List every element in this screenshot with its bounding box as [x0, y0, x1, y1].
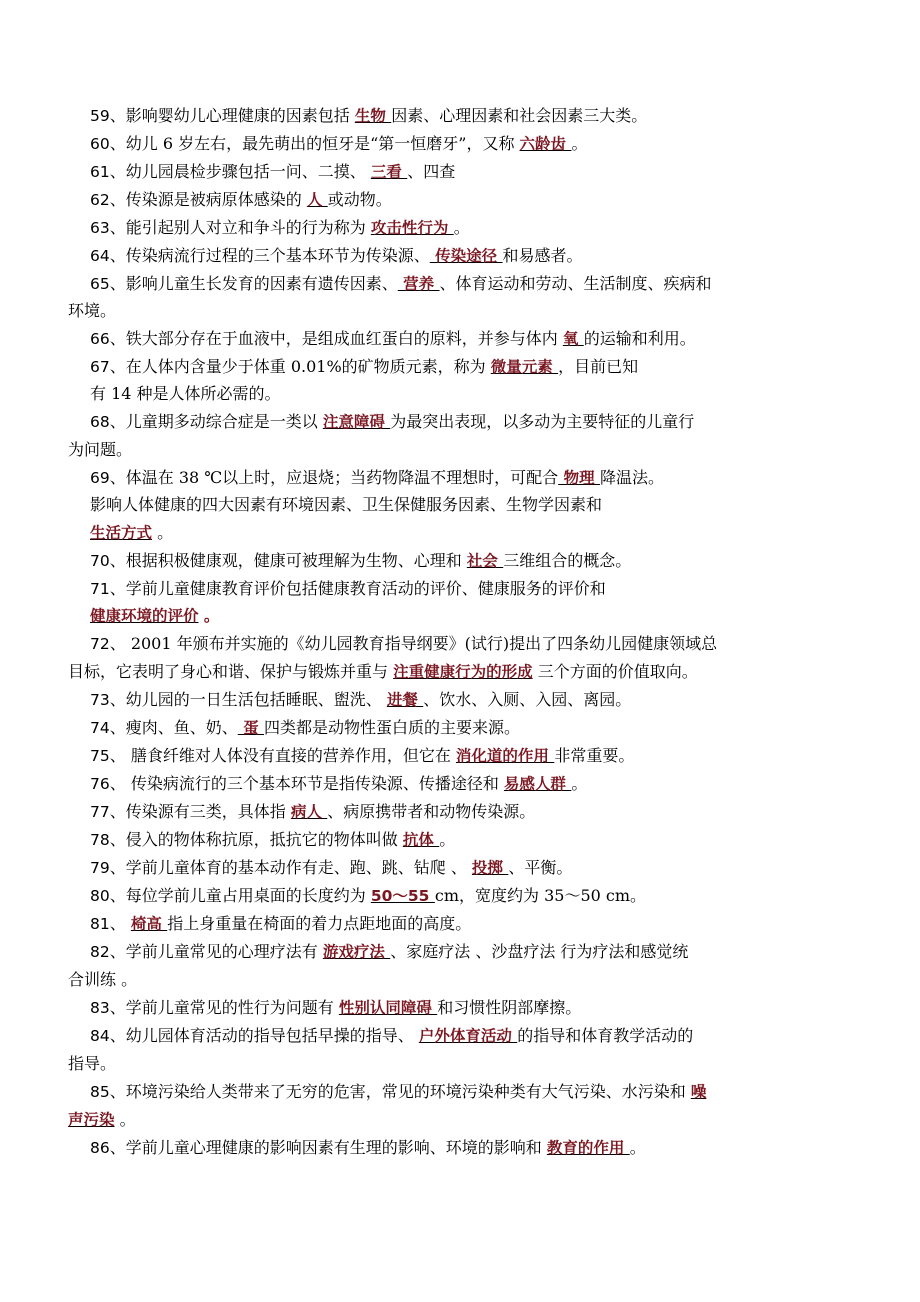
line-text: 。: [152, 523, 174, 542]
text-line: [68, 1110, 830, 1130]
line-text: 和习惯性阴部摩擦。: [437, 998, 582, 1017]
text-line: [90, 886, 830, 906]
answer-fill: 噪: [690, 1083, 707, 1101]
text-line: [90, 218, 830, 238]
question-number: 62: [90, 191, 110, 209]
line-text: 、学前儿童健康教育评价包括健康教育活动的评价、健康服务的评价和: [109, 579, 606, 598]
line-text: 、学前儿童常见的心理疗法有: [109, 942, 323, 961]
line-text: 、幼儿 6 岁左右，最先萌出的恒牙是“第一恒磨牙”，又称: [109, 134, 520, 153]
answer-fill: 六龄齿: [519, 135, 572, 153]
question-number: 78: [90, 831, 110, 849]
question-number: 76: [90, 775, 110, 793]
line-text: 、影响婴幼儿心理健康的因素包括: [109, 106, 355, 125]
text-line: [90, 606, 830, 626]
line-text: 、在人体内含量少于体重 0.01%的矿物质元素，称为: [109, 357, 491, 376]
text-line: [90, 523, 830, 543]
text-line: [68, 1054, 830, 1074]
line-text: 、影响儿童生长发育的因素有遗传因素、: [109, 274, 398, 293]
text-line: [90, 746, 830, 766]
text-line: [90, 774, 830, 794]
text-line: [90, 830, 830, 850]
text-line: [90, 579, 830, 599]
text-line: [90, 802, 830, 822]
line-text: 、四查: [407, 162, 456, 181]
answer-fill: 抗体: [402, 831, 440, 849]
text-line: [90, 942, 830, 962]
answer-fill: 游戏疗法: [322, 943, 391, 961]
question-number: 68: [90, 413, 110, 431]
line-text: 目标，它表明了身心和谐、保护与锻炼并重与: [68, 662, 394, 681]
line-text: 、学前儿童常见的性行为问题有: [109, 998, 339, 1017]
line-text: 。: [114, 1110, 136, 1129]
answer-fill: 生物: [354, 107, 392, 125]
question-number: 67: [90, 358, 110, 376]
line-text: 为问题。: [68, 440, 133, 459]
line-text: 、体育运动和劳动、生活制度、疾病和: [439, 274, 712, 293]
line-text: 。: [571, 774, 588, 793]
line-text: 。: [629, 1138, 646, 1157]
answer-fill: 声污染: [68, 1111, 115, 1129]
question-number: 83: [90, 999, 110, 1017]
text-line: [90, 274, 830, 294]
line-text: 、侵入的物体称抗原，抵抗它的物体叫做: [109, 830, 403, 849]
question-number: 66: [90, 330, 110, 348]
answer-fill: 健康环境的评价: [90, 607, 199, 625]
text-line: [90, 329, 830, 349]
question-number: 74: [90, 719, 110, 737]
question-number: 82: [90, 943, 110, 961]
text-line: [90, 1082, 830, 1102]
question-number: 73: [90, 691, 110, 709]
question-number: 64: [90, 247, 110, 265]
line-text: 、学前儿童体育的基本动作有走、跑、跳、钻爬 、: [109, 858, 472, 877]
question-number: 80: [90, 887, 110, 905]
line-text: 为最突出表现，以多动为主要特征的儿童行: [390, 412, 695, 431]
answer-fill: 病人: [290, 803, 328, 821]
line-text: 、 传染病流行的三个基本环节是指传染源、传播途径和: [109, 774, 504, 793]
answer-fill: 生活方式: [90, 524, 153, 542]
answer-fill: 氧: [562, 330, 584, 348]
answer-fill: 物理: [558, 469, 600, 487]
text-line: [68, 970, 830, 990]
answer-fill: 社会: [466, 552, 504, 570]
answer-fill: 蛋: [237, 719, 265, 737]
line-text: 、环境污染给人类带来了无穷的危害，常见的环境污染种类有大气污染、水污染和: [109, 1082, 691, 1101]
line-text: 四类都是动物性蛋白质的主要来源。: [264, 718, 521, 737]
question-number: 59: [90, 107, 110, 125]
answer-fill: 椅高: [130, 915, 168, 933]
answer-punct: 。: [198, 607, 220, 625]
line-text: 、幼儿园体育活动的指导包括早操的指导、: [109, 1026, 419, 1045]
line-text: 、家庭疗法 、沙盘疗法 行为疗法和感觉统: [390, 942, 689, 961]
line-text: 。: [571, 134, 588, 153]
text-line: [90, 1026, 830, 1046]
answer-fill: 三看: [370, 163, 408, 181]
line-text: ，目前已知: [558, 357, 639, 376]
question-number: 72: [90, 635, 110, 653]
question-number: 61: [90, 163, 110, 181]
answer-fill: 性别认同障碍: [338, 999, 438, 1017]
text-line: [90, 468, 830, 488]
line-text: 非常重要。: [554, 746, 635, 765]
text-line: [90, 551, 830, 571]
line-text: 指上身重量在椅面的着力点距地面的高度。: [167, 914, 472, 933]
line-text: 、传染源是被病原体感染的: [109, 190, 307, 209]
line-text: 、病原携带者和动物传染源。: [327, 802, 536, 821]
answer-fill: 投掷: [471, 859, 509, 877]
answer-fill: 微量元素: [490, 358, 559, 376]
answer-fill: 50～55: [370, 887, 435, 905]
line-text: 影响人体健康的四大因素有环境因素、卫生保健服务因素、生物学因素和: [90, 495, 603, 514]
answer-fill: 进餐: [386, 691, 424, 709]
line-text: 因素、心理因素和社会因素三大类。: [391, 106, 648, 125]
question-number: 70: [90, 552, 110, 570]
question-number: 63: [90, 219, 110, 237]
answer-fill: 营养: [397, 275, 440, 293]
text-line: [90, 914, 830, 934]
line-text: 的运输和利用。: [583, 329, 696, 348]
text-line: [68, 301, 830, 321]
line-text: 、饮水、入厕、入园、离园。: [423, 690, 632, 709]
line-text: 和易感者。: [502, 246, 583, 265]
answer-fill: 教育的作用: [546, 1139, 630, 1157]
line-text: 、传染病流行过程的三个基本环节为传染源、: [109, 246, 430, 265]
text-line: [90, 246, 830, 266]
answer-fill: 易感人群: [503, 775, 572, 793]
question-number: 69: [90, 469, 110, 487]
answer-fill: 注意障碍: [322, 413, 391, 431]
line-text: 三维组合的概念。: [503, 551, 632, 570]
text-line: [90, 134, 830, 154]
question-number: 71: [90, 580, 110, 598]
answer-fill: 消化道的作用: [455, 747, 555, 765]
line-text: 、儿童期多动综合症是一类以: [109, 412, 323, 431]
text-line: [90, 998, 830, 1018]
question-number: 65: [90, 275, 110, 293]
answer-fill: 注重健康行为的形成: [393, 663, 533, 681]
line-text: 、: [109, 914, 131, 933]
question-number: 85: [90, 1083, 110, 1101]
line-text: 、传染源有三类，具体指: [109, 802, 291, 821]
text-line: [68, 440, 830, 460]
line-text: 、 2001 年颁布并实施的《幼儿园教育指导纲要》(试行)提出了四条幼儿园健康领域总: [109, 634, 718, 653]
line-text: 、 膳食纤维对人体没有直接的营养作用，但它在: [109, 746, 456, 765]
line-text: 有 14 种是人体所必需的。: [90, 384, 281, 403]
question-number: 77: [90, 803, 110, 821]
answer-fill: 户外体育活动: [418, 1027, 518, 1045]
text-line: [90, 690, 830, 710]
line-text: 、体温在 38 ℃以上时，应退烧；当药物降温不理想时，可配合: [109, 468, 559, 487]
question-number: 84: [90, 1027, 110, 1045]
text-line: [90, 384, 830, 404]
question-number: 81: [90, 915, 110, 933]
line-text: 的指导和体育教学活动的: [517, 1026, 694, 1045]
line-text: 、根据积极健康观，健康可被理解为生物、心理和: [109, 551, 467, 570]
line-text: 、铁大部分存在于血液中，是组成血红蛋白的原料，并参与体内: [109, 329, 563, 348]
line-text: 降温法。: [599, 468, 664, 487]
question-number: 79: [90, 859, 110, 877]
line-text: 、幼儿园的一日生活包括睡眠、盥洗、: [109, 690, 387, 709]
line-text: cm，宽度约为 35～50 cm。: [434, 886, 647, 905]
line-text: 合训练 。: [68, 970, 138, 989]
text-line: [90, 412, 830, 432]
line-text: 、每位学前儿童占用桌面的长度约为: [109, 886, 371, 905]
question-number: 86: [90, 1139, 110, 1157]
line-text: 环境。: [68, 301, 117, 320]
line-text: 、幼儿园晨检步骤包括一问、二摸、: [109, 162, 371, 181]
question-number: 60: [90, 135, 110, 153]
answer-fill: 人: [306, 191, 328, 209]
text-line: [68, 662, 830, 682]
line-text: 三个方面的价值取向。: [532, 662, 698, 681]
line-text: 或动物。: [327, 190, 392, 209]
line-text: 。: [453, 218, 470, 237]
text-line: [90, 162, 830, 182]
question-number: 75: [90, 747, 110, 765]
text-line: [90, 357, 830, 377]
line-text: 。: [439, 830, 456, 849]
text-line: [90, 106, 830, 126]
line-text: 、学前儿童心理健康的影响因素有生理的影响、环境的影响和: [109, 1138, 547, 1157]
line-text: 、瘦肉、鱼、奶、: [109, 718, 238, 737]
line-text: 、平衡。: [508, 858, 573, 877]
text-line: [90, 495, 830, 515]
text-line: [90, 1138, 830, 1158]
text-line: [90, 858, 830, 878]
line-text: 、能引起别人对立和争斗的行为称为: [109, 218, 371, 237]
text-line: [90, 634, 830, 654]
answer-fill: 攻击性行为: [370, 219, 454, 237]
answer-fill: 传染途径: [429, 247, 503, 265]
line-text: 指导。: [68, 1054, 117, 1073]
text-line: [90, 190, 830, 210]
text-line: [90, 718, 830, 738]
